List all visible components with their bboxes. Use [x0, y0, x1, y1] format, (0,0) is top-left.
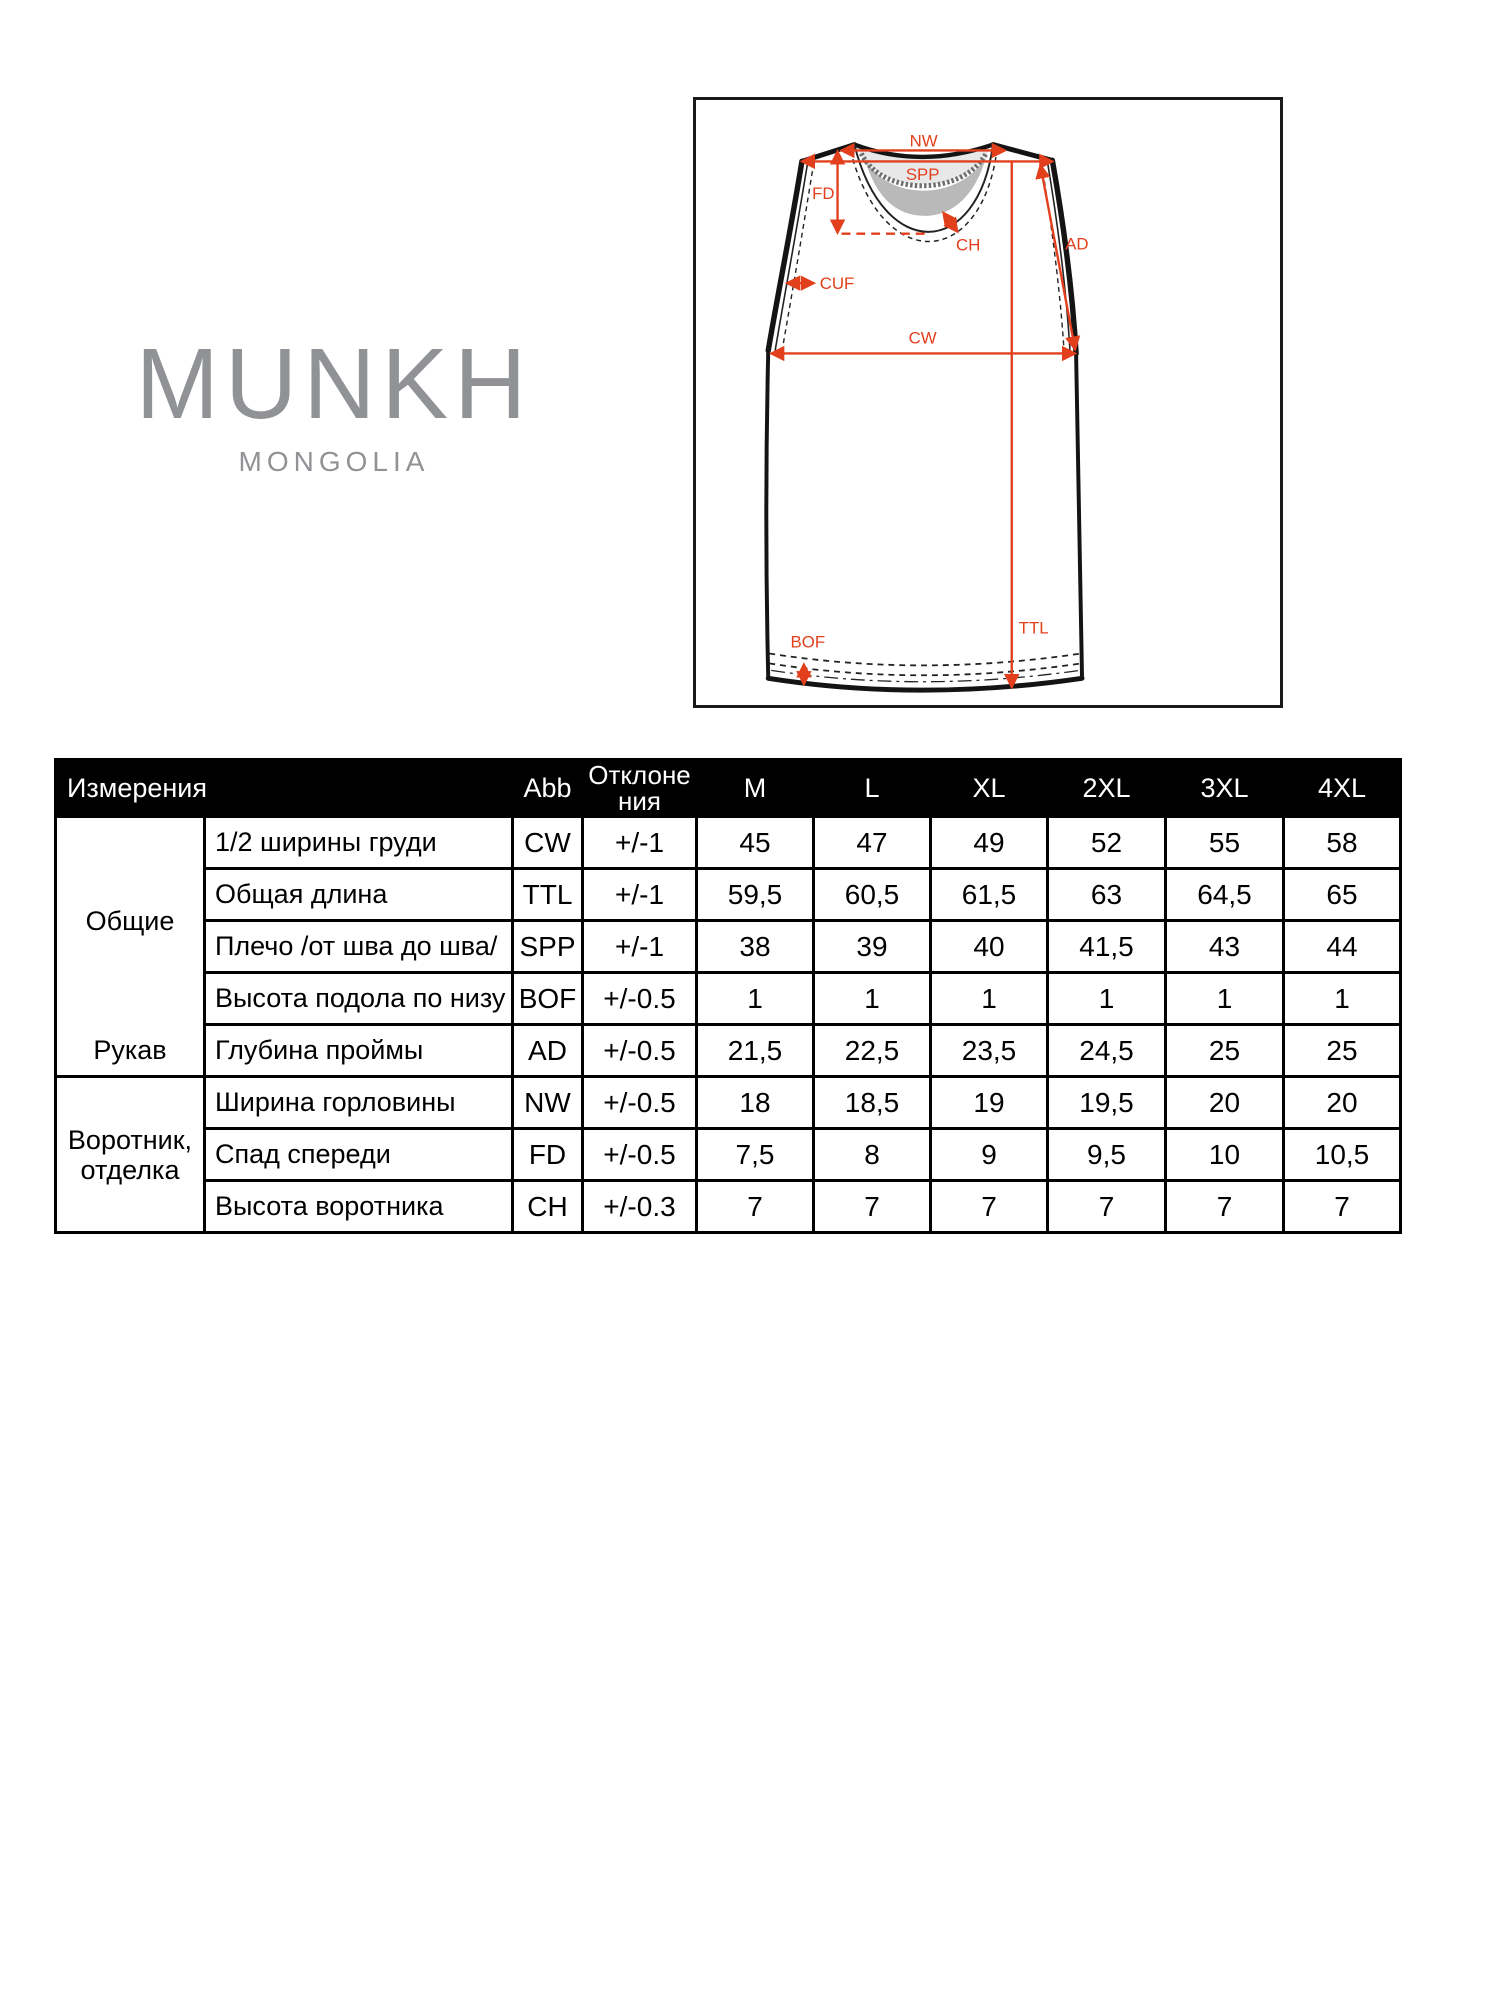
table-row	[56, 973, 1401, 1025]
garment-stitching	[769, 145, 1081, 682]
cuf-label: CUF	[819, 274, 855, 294]
cell-value: 49	[931, 817, 1048, 869]
cell-value: 10	[1166, 1129, 1284, 1181]
cell-value: 24,5	[1048, 1025, 1166, 1077]
table-row	[56, 1129, 1401, 1181]
cell-name: Высота подола по низу	[205, 973, 513, 1025]
cell-value: 9,5	[1048, 1129, 1166, 1181]
cell-value: 1	[931, 973, 1048, 1025]
cell-tolerance: +/-1	[583, 869, 697, 921]
cell-value: 19,5	[1048, 1077, 1166, 1129]
cell-name: Общая длина	[205, 869, 513, 921]
header-size-l: L	[814, 760, 931, 817]
brand-subtitle: MONGOLIA	[238, 446, 430, 477]
table-row	[56, 1077, 1401, 1129]
cell-value: 19	[931, 1077, 1048, 1129]
cell-value: 1	[1284, 973, 1401, 1025]
cell-value: 65	[1284, 869, 1401, 921]
cell-value: 64,5	[1166, 869, 1284, 921]
table-row	[56, 921, 1401, 973]
cell-tolerance: +/-0.5	[583, 973, 697, 1025]
cell-tolerance: +/-0.5	[583, 1025, 697, 1077]
garment-diagram-frame	[693, 97, 1283, 708]
cell-abb: TTL	[513, 869, 583, 921]
cell-value: 52	[1048, 817, 1166, 869]
cell-name: 1/2 ширины груди	[205, 817, 513, 869]
header-size-4xl: 4XL	[1284, 760, 1401, 817]
cell-abb: AD	[513, 1025, 583, 1077]
cell-name: Ширина горловины	[205, 1077, 513, 1129]
cell-abb: CW	[513, 817, 583, 869]
cell-abb: NW	[513, 1077, 583, 1129]
ad-label: AD	[1065, 234, 1089, 254]
cell-value: 1	[1048, 973, 1166, 1025]
brand-name: MUNKH	[135, 328, 533, 440]
cell-value: 1	[814, 973, 931, 1025]
left-armhole-seam	[775, 161, 808, 350]
header-tolerance: Отклонения	[583, 760, 697, 817]
cell-tolerance: +/-1	[583, 817, 697, 869]
garment-diagram	[696, 100, 1280, 705]
spp-label: SPP	[905, 165, 940, 185]
cell-name: Плечо /от шва до шва/	[205, 921, 513, 973]
cell-value: 43	[1166, 921, 1284, 973]
cell-value: 7	[697, 1181, 814, 1233]
header-measurements: Измерения	[56, 760, 513, 817]
cell-value: 18,5	[814, 1077, 931, 1129]
cell-value: 44	[1284, 921, 1401, 973]
cell-value: 7	[1048, 1181, 1166, 1233]
cell-value: 20	[1284, 1077, 1401, 1129]
table-header-row	[56, 760, 1401, 817]
cell-value: 7	[814, 1181, 931, 1233]
cell-value: 7	[1166, 1181, 1284, 1233]
cell-value: 55	[1166, 817, 1284, 869]
cell-abb: BOF	[513, 973, 583, 1025]
cell-tolerance: +/-0.5	[583, 1077, 697, 1129]
cell-value: 40	[931, 921, 1048, 973]
cell-name: Глубина проймы	[205, 1025, 513, 1077]
cell-value: 7	[931, 1181, 1048, 1233]
cell-value: 23,5	[931, 1025, 1048, 1077]
cell-name: Высота воротника	[205, 1181, 513, 1233]
cell-name: Спад спереди	[205, 1129, 513, 1181]
table-row	[56, 869, 1401, 921]
ch-label: CH	[956, 235, 981, 255]
cell-value: 25	[1284, 1025, 1401, 1077]
cell-value: 47	[814, 817, 931, 869]
cell-value: 41,5	[1048, 921, 1166, 973]
cell-value: 59,5	[697, 869, 814, 921]
cell-abb: FD	[513, 1129, 583, 1181]
cell-value: 45	[697, 817, 814, 869]
cell-value: 8	[814, 1129, 931, 1181]
fd-label: FD	[812, 184, 835, 204]
cell-value: 61,5	[931, 869, 1048, 921]
cell-value: 18	[697, 1077, 814, 1129]
cell-value: 39	[814, 921, 931, 973]
cell-abb: CH	[513, 1181, 583, 1233]
cell-value: 21,5	[697, 1025, 814, 1077]
table-row	[56, 1181, 1401, 1233]
group-label-vorotnik: Воротник, отделка	[56, 1077, 205, 1233]
group-label-obshie: Общие	[56, 817, 205, 1025]
cell-tolerance: +/-0.3	[583, 1181, 697, 1233]
nw-label: NW	[909, 131, 938, 151]
cell-value: 38	[697, 921, 814, 973]
table-row	[56, 817, 1401, 869]
cell-value: 10,5	[1284, 1129, 1401, 1181]
cell-value: 9	[931, 1129, 1048, 1181]
cw-label: CW	[908, 328, 937, 348]
cell-value: 7	[1284, 1181, 1401, 1233]
cell-value: 1	[697, 973, 814, 1025]
table-row	[56, 1025, 1401, 1077]
group-label-rukav: Рукав	[56, 1025, 205, 1077]
cell-tolerance: +/-1	[583, 921, 697, 973]
cell-value: 20	[1166, 1077, 1284, 1129]
header-size-m: M	[697, 760, 814, 817]
cell-tolerance: +/-0.5	[583, 1129, 697, 1181]
hem-stitch-1	[769, 654, 1081, 666]
cell-value: 1	[1166, 973, 1284, 1025]
garment-outline	[766, 145, 1082, 691]
cell-value: 58	[1284, 817, 1401, 869]
brand-logo	[128, 328, 540, 477]
cell-abb: SPP	[513, 921, 583, 973]
cell-value: 22,5	[814, 1025, 931, 1077]
cell-value: 63	[1048, 869, 1166, 921]
size-spec-table	[54, 758, 1402, 1234]
bof-label: BOF	[790, 632, 826, 652]
cell-value: 60,5	[814, 869, 931, 921]
header-size-2xl: 2XL	[1048, 760, 1166, 817]
header-abb: Abb	[513, 760, 583, 817]
cell-value: 25	[1166, 1025, 1284, 1077]
cell-value: 7,5	[697, 1129, 814, 1181]
header-size-xl: XL	[931, 760, 1048, 817]
ttl-label: TTL	[1018, 618, 1049, 638]
header-size-3xl: 3XL	[1166, 760, 1284, 817]
